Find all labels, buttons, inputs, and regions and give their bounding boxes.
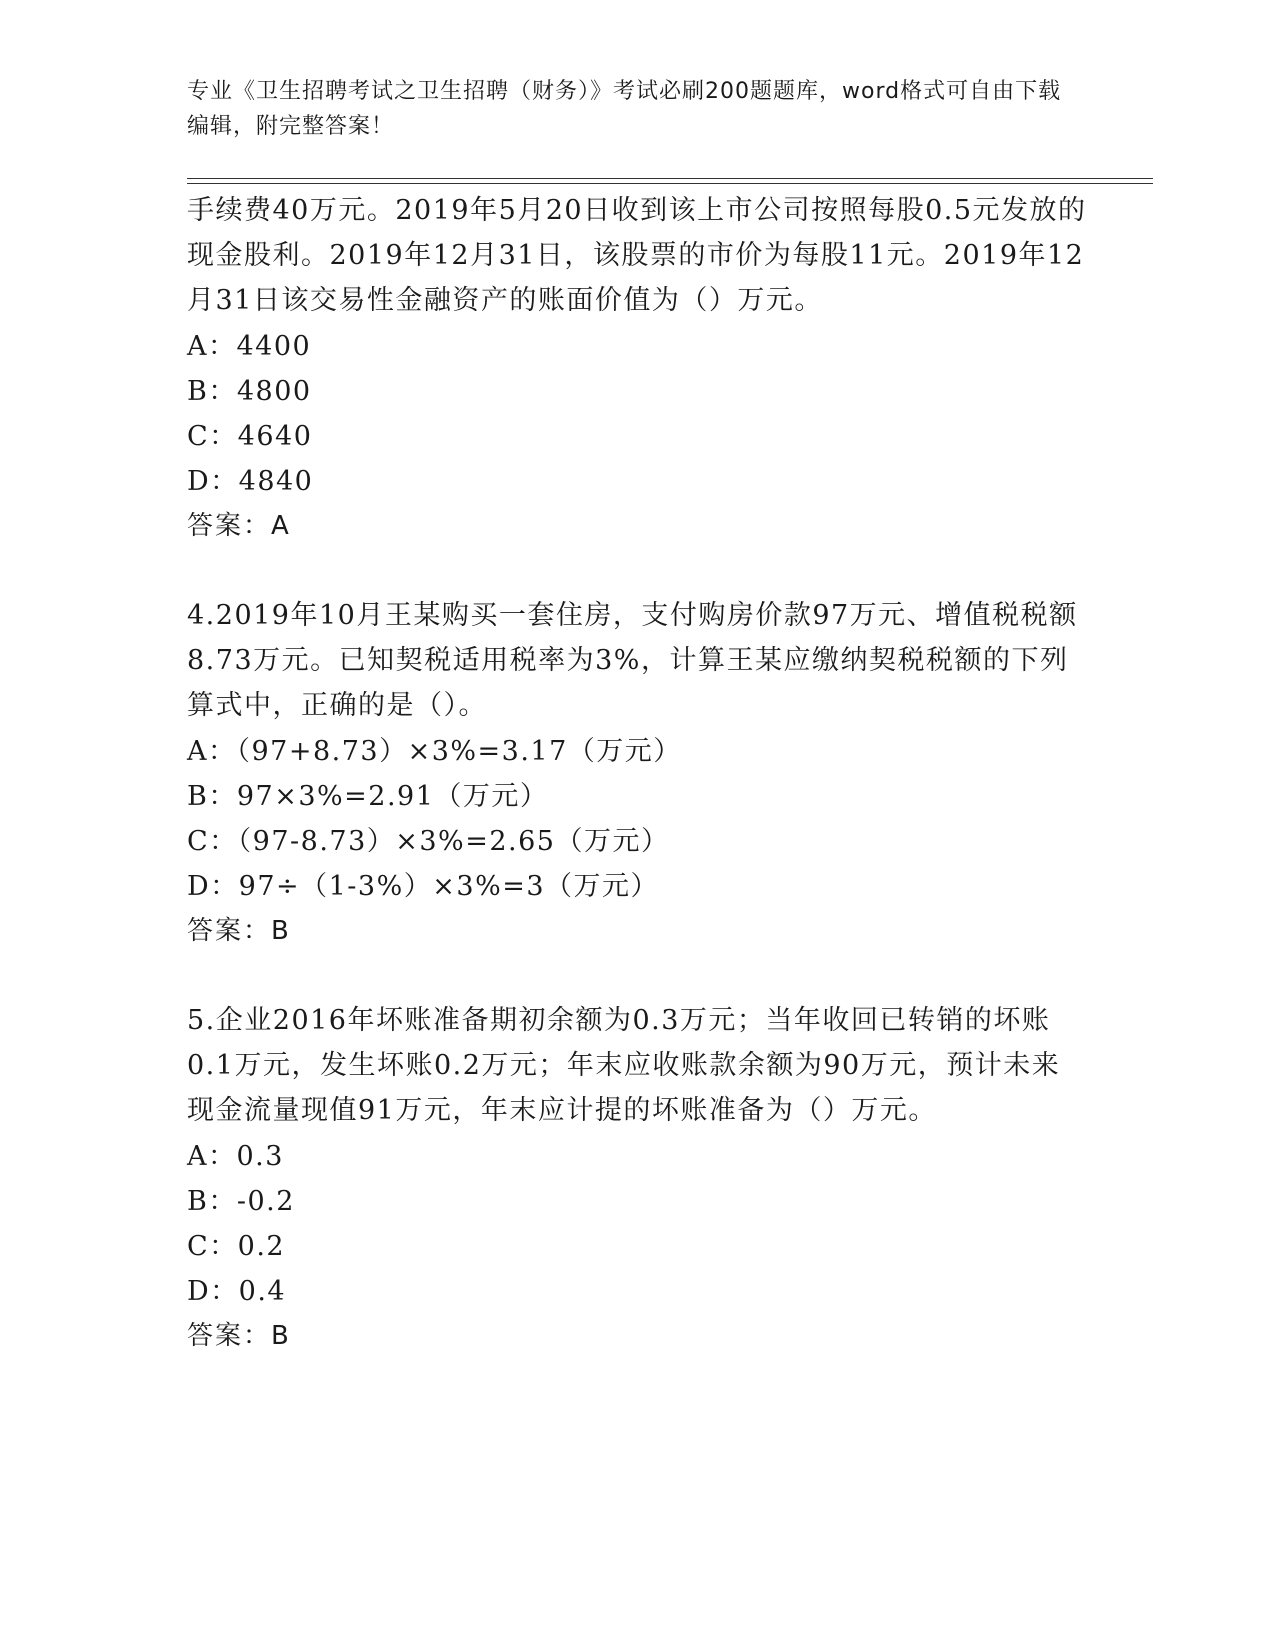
question-5-option-b: B：-0.2 (187, 1186, 295, 1217)
question-4-option-c: C：（97-8.73）×3%=2.65（万元） (187, 826, 670, 857)
question-5-option-a: A：0.3 (187, 1141, 284, 1172)
question-5-option-c: C：0.2 (187, 1231, 286, 1262)
question-3-text: 手续费40万元。2019年5月20日收到该上市公司按照每股0.5元发放的现金股利。2019年12月31日，该股票的市价为每股11元。2019年12月31日该交易性金融资产的账面价值为（）万元。 (187, 195, 1087, 316)
header-divider-bottom (187, 183, 1153, 184)
question-3-option-a: A：4400 (187, 331, 312, 362)
question-4-text: 4.2019年10月王某购买一套住房，支付购房价款97万元、增值税税额8.73万元。已知契税适用税率为3%，计算王某应缴纳契税税额的下列算式中，正确的是（）。 (187, 600, 1078, 721)
question-4-answer: 答案：B (187, 916, 291, 946)
question-4-option-b: B：97×3%=2.91（万元） (187, 781, 549, 812)
question-3-option-b: B：4800 (187, 376, 312, 407)
question-5-text: 5.企业2016年坏账准备期初余额为0.3万元；当年收回已转销的坏账0.1万元，发生坏账0.2万元；年末应收账款余额为90万元，预计未来现金流量现值91万元，年末应计提的坏账准备为（）万元。 (187, 1005, 1061, 1126)
question-3-option-c: C：4640 (187, 421, 313, 452)
question-4-option-a: A：（97+8.73）×3%=3.17（万元） (187, 736, 682, 767)
question-5-answer: 答案：B (187, 1321, 291, 1351)
question-5-option-d: D：0.4 (187, 1276, 287, 1307)
question-3-option-d: D：4840 (187, 466, 314, 497)
question-4-option-d: D：97÷（1-3%）×3%=3（万元） (187, 871, 660, 902)
question-3-answer: 答案：A (187, 511, 291, 541)
header-divider-top (187, 178, 1153, 179)
document-header: 专业《卫生招聘考试之卫生招聘（财务）》考试必刷200题题库，word格式可自由下载编辑，附完整答案！ (187, 79, 1062, 139)
